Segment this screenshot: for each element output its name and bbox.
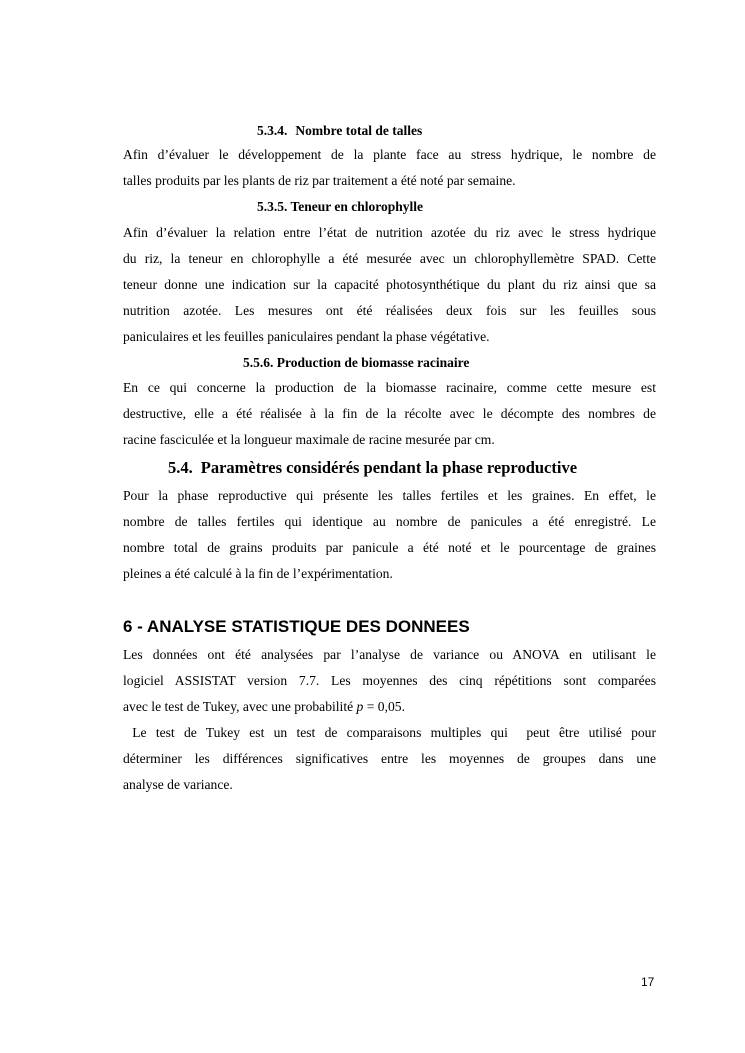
text-segment: = 0,05. (363, 699, 405, 714)
italic-variable: p (356, 699, 364, 714)
heading-title: Paramètres considérés pendant la phase reproductive (200, 458, 578, 477)
text-line: destructive, elle a été réalisée à la fin de la récolte avec le décompte des nombres de (123, 406, 656, 421)
paragraph-6 (123, 642, 656, 798)
text-line: talles produits par les plants de riz par traitement a été noté par semaine. (123, 173, 516, 188)
heading-5-5-6: 5.5.6. Production de biomasse racinaire (243, 355, 470, 370)
text-line: Le test de Tukey est un test de comparaisons multiples qui peut être utilisé pour (123, 725, 656, 740)
paragraph-5-3-5 (123, 220, 656, 350)
text-line: racine fasciculée et la longueur maximale de racine mesurée par cm. (123, 432, 495, 447)
heading-number: 5.3.4. (257, 123, 288, 138)
text-line-with-italic (123, 694, 656, 720)
text-line: du riz, la teneur en chlorophylle a été mesurée avec un chlorophyllemètre SPAD. Cette (123, 251, 656, 266)
text-line: pleines a été calculé à la fin de l’expérimentation. (123, 566, 393, 581)
text-line: Afin d’évaluer la relation entre l’état de nutrition azotée du riz avec le stress hydrique (123, 225, 656, 240)
text-line: paniculaires et les feuilles paniculaires pendant la phase végétative. (123, 329, 490, 344)
text-line: déterminer les différences significatives entre les moyennes de groupes dans une (123, 751, 656, 766)
text-segment: avec le test de Tukey, avec une probabilité (123, 699, 357, 714)
heading-section-6: 6 - ANALYSE STATISTIQUE DES DONNEES (123, 617, 470, 636)
text-line: nutrition azotée. Les mesures ont été réalisées deux fois sur les feuilles sous (123, 303, 656, 318)
paragraph-5-4 (123, 483, 656, 587)
text-line: logiciel ASSISTAT version 7.7. Les moyennes des cinq répétitions sont comparées (123, 673, 656, 688)
paragraph-5-5-6 (123, 375, 656, 453)
text-line: teneur donne une indication sur la capacité photosynthétique du plant du riz ainsi que sa (123, 277, 656, 292)
text-line: Pour la phase reproductive qui présente les talles fertiles et les graines. En effet, le (123, 488, 656, 503)
heading-5-3-4 (257, 122, 422, 140)
heading-number: 5.4. (168, 458, 193, 477)
heading-5-3-5: 5.3.5. Teneur en chlorophylle (257, 199, 424, 214)
heading-title: Nombre total de talles (295, 123, 423, 138)
text-line: En ce qui concerne la production de la biomasse racinaire, comme cette mesure est (123, 380, 656, 395)
paragraph-5-3-4 (123, 142, 656, 194)
page-number: 17 (641, 975, 655, 989)
text-line: Afin d’évaluer le développement de la plante face au stress hydrique, le nombre de (123, 147, 656, 162)
text-line: nombre de talles fertiles qui identique au nombre de panicules a été enregistré. Le (123, 514, 656, 529)
text-line: analyse de variance. (123, 777, 233, 792)
text-line: nombre total de grains produits par panicule a été noté et le pourcentage de graines (123, 540, 656, 555)
text-line: Les données ont été analysées par l’analyse de variance ou ANOVA en utilisant le (123, 647, 656, 662)
heading-5-4 (168, 457, 577, 479)
